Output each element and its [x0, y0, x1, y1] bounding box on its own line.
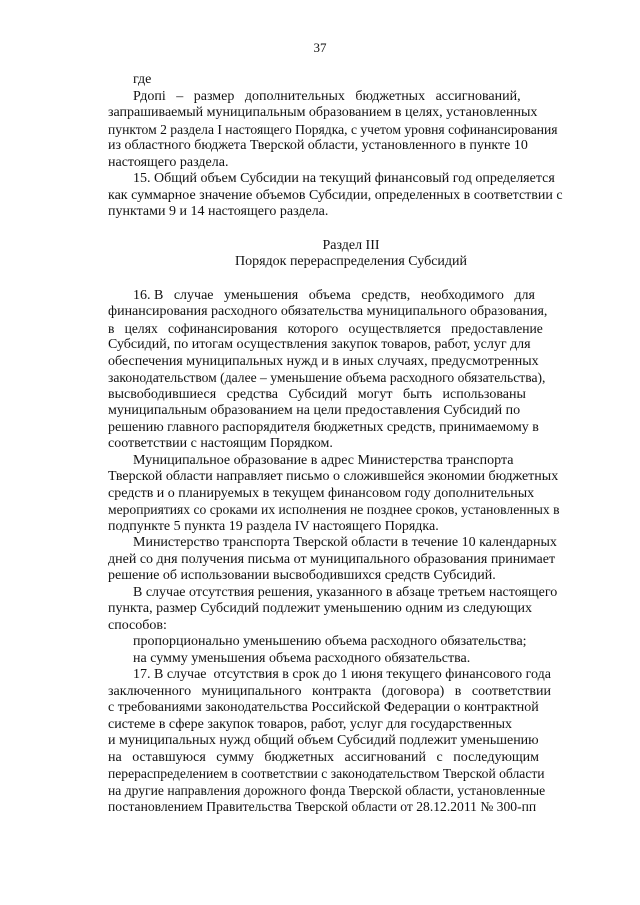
- text-line: пропорционально уменьшению объема расходного обязательства;: [133, 634, 527, 649]
- text-line: пункта, размер Субсидий подлежит уменьшению одним из следующих: [108, 601, 533, 616]
- text-line: настоящего раздела.: [108, 154, 229, 170]
- text-line: законодательством (далее – уменьшение объема расходного обязательства),: [108, 370, 546, 385]
- text-line: решению главного распорядителя бюджетных средств, принимаемому в: [108, 419, 539, 435]
- text-line: 17. В случае отсутствия в срок до 1 июня текущего финансового года: [133, 667, 551, 682]
- text-line: обеспечения муниципальных нужд и в иных случаях, предусмотренных: [108, 353, 539, 369]
- page-number: 37: [313, 40, 327, 55]
- text-line: заключенного муниципального контракта (договора) в соответствии: [108, 683, 551, 699]
- text-line: пунктами 9 и 14 настоящего раздела.: [108, 204, 329, 219]
- spacer: [108, 221, 594, 238]
- text-line: из областного бюджета Тверской области, установленного в пункте 10: [108, 138, 528, 153]
- text-line: Муниципальное образование в адрес Министерства транспорта: [133, 452, 514, 468]
- text-line: средств и о планируемых в текущем финансовом году дополнительных: [108, 485, 535, 501]
- text-line: запрашиваемый муниципальным образованием в целях, установленных: [108, 105, 538, 120]
- text-line: способов:: [108, 617, 167, 633]
- text-line: где: [133, 72, 152, 87]
- text-line: 15. Общий объем Субсидии на текущий финансовый год определяется: [133, 171, 555, 186]
- text-line: с требованиями законодательства Российской Федерации о контрактной: [108, 700, 539, 715]
- text-line: пунктом 2 раздела I настоящего Порядка, с учетом уровня софинансирования: [108, 121, 558, 137]
- text-line: высвободившиеся средства Субсидий могут быть использованы: [108, 386, 526, 402]
- text-line: финансирования расходного обязательства муниципального образования,: [108, 304, 548, 319]
- text-line: постановлением Правительства Тверской области от 28.12.2011 № 300-пп: [108, 799, 537, 814]
- text-line: соответствии с настоящим Порядком.: [108, 436, 333, 451]
- text-line: перераспределением в соответствии с законодательством Тверской области: [108, 766, 545, 781]
- text-line: Министерство транспорта Тверской области в течение 10 календарных: [133, 535, 557, 550]
- text-line: В случае отсутствия решения, указанного в абзаце третьем настоящего: [133, 584, 558, 600]
- text-line: решение об использовании высвободившихся средств Субсидий.: [108, 568, 496, 583]
- section-subtitle: Порядок перераспределения Субсидий: [234, 254, 468, 269]
- text-line: в целях софинансирования которого осуществляется предоставление: [108, 320, 543, 336]
- spacer: [108, 271, 594, 288]
- text-line: Рдопi – размер дополнительных бюджетных ассигнований,: [133, 88, 521, 104]
- text-line: дней со дня получения письма от муниципального образования принимает: [108, 551, 556, 567]
- text-line: Субсидий, по итогам осуществления закупок товаров, работ, услуг для: [108, 337, 531, 352]
- text-line: подпункте 5 пункта 19 раздела IV настоящего Порядка.: [108, 518, 439, 534]
- text-line: мероприятиях со сроками их исполнения не позднее сроков, установленных в: [108, 502, 560, 517]
- text-line: и муниципальных нужд общий объем Субсидий подлежит уменьшению: [108, 733, 539, 748]
- text-line: как суммарное значение объемов Субсидии, определенных в соответствии с: [108, 187, 563, 203]
- section-title: Раздел III: [322, 237, 380, 253]
- text-line: на другие направления дорожного фонда Тверской области, установленные: [108, 782, 546, 798]
- text-line: на сумму уменьшения объема расходного обязательства.: [133, 650, 471, 666]
- text-line: 16. В случае уменьшения объема средств, необходимого для: [133, 287, 535, 303]
- text-line: на оставшуюся сумму бюджетных ассигнований с последующим: [108, 749, 540, 765]
- document-body: [108, 72, 594, 816]
- text-line: системе в сфере закупок товаров, работ, услуг для государственных: [108, 716, 513, 732]
- text-line: муниципальным образованием на цели предоставления Субсидий по: [108, 403, 521, 418]
- text-line: Тверской области направляет письмо о сложившейся экономии бюджетных: [108, 469, 559, 484]
